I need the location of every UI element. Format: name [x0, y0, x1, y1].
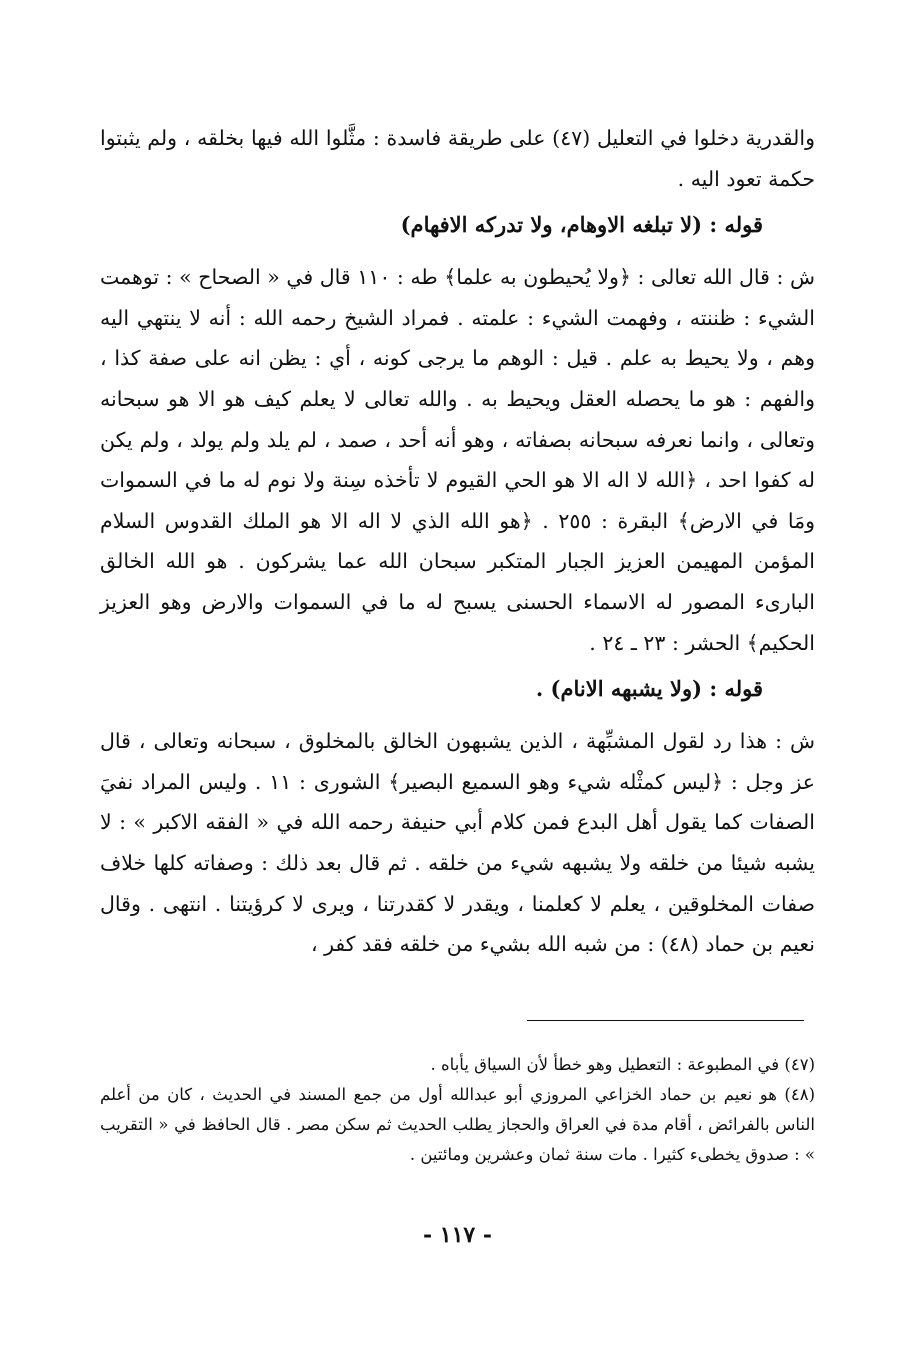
main-text-block — [100, 118, 815, 965]
footnotes-block — [100, 1050, 815, 1170]
paragraph-sharh-anam: ش : هذا رد لقول المشبِّهة ، الذين يشبهون الخالق بالمخلوق ، سبحانه وتعالى ، قال عز وجل : ﴿ليس كمثْله شيء وهو السميع البصير﴾ الشورى : ١١ . وليس المراد نفيَ الصفات كما يقول أهل البدع فمن كلام أبي حنيفة رحمه الله في « الفقه الاكبر » : لا يشبه شيئا من خلقه ولا يشبهه شيء من خلقه . ثم قال بعد ذلك : وصفاته كلها خلاف صفات المخلوقين ، يعلم لا كعلمنا ، ويقدر لا كقدرتنا ، ويرى لا كرؤيتنا . انتهى . وقال نعيم بن حماد (٤٨) : من شبه الله بشيء من خلقه فقد كفر ، — [100, 729, 815, 957]
qawluh-quote: (ولا يشبهه الانام) . — [535, 676, 703, 702]
footnote-divider — [527, 1020, 804, 1021]
qawluh-label: قوله : — [709, 676, 763, 702]
footnote-48: (٤٨) هو نعيم بن حماد الخزاعي المروزي أبو عبدالله أول من جمع المسند في الحديث ، كان من أعلم الناس بالفرائض ، أقام مدة في العراق والحجاز يطلب الحديث ثم سكن مصر . قال الحافظ في « التقريب » : صدوق يخطىء كثيرا . مات سنة ثمان وعشرين ومائتين . — [100, 1085, 815, 1164]
page-number: - ١١٧ - — [422, 1222, 493, 1248]
qawluh-heading-anam — [100, 669, 815, 709]
qawluh-label: قوله : — [709, 212, 763, 238]
paragraph-ta3leel: والقدرية دخلوا في التعليل (٤٧) على طريقة فاسدة : مثَّلوا الله فيها بخلقه ، ولم يثبتوا حكمة تعود اليه . — [100, 126, 815, 191]
spacer — [100, 709, 815, 721]
footnote-47: (٤٧) في المطبوعة : التعطيل وهو خطأ لأن السياق يأباه . — [430, 1055, 815, 1074]
spacer — [100, 245, 815, 257]
paragraph-sharh-awham: ش : قال الله تعالى : ﴿ولا يُحيطون به علما﴾ طه : ١١٠ قال في « الصحاح » : توهمت الشيء : ظننته ، وفهمت الشيء : علمته . فمراد الشيخ رحمه الله : أنه لا ينتهي اليه وهم ، ولا يحيط به علم . قيل : الوهم ما يرجى كونه ، أي : يظن انه على صفة كذا ، والفهم : هو ما يحصله العقل ويحيط به . والله تعالى لا يعلم كيف هو الا هو سبحانه وتعالى ، وانما نعرفه سبحانه بصفاته ، وهو أنه أحد ، صمد ، لم يلد ولم يولد ، ولم يكن له كفوا احد ، ﴿الله لا اله الا هو الحي القيوم لا تأخذه سِنة ولا نوم له ما في السموات ومَا في الارض﴾ البقرة : ٢٥٥ . ﴿هو الله الذي لا اله الا هو الملك القدوس السلام المؤمن المهيمن العزيز الجبار المتكبر سبحان الله عما يشركون . هو الله الخالق البارىء المصور له الاسماء الحسنى يسبح له ما في السموات والارض وهو العزيز الحكيم﴾ الحشر : ٢٣ ـ ٢٤ . — [100, 265, 816, 655]
qawluh-heading-awham — [100, 205, 815, 245]
qawluh-quote: (لا تبلغه الاوهام، ولا تدركه الافهام) — [400, 212, 703, 238]
